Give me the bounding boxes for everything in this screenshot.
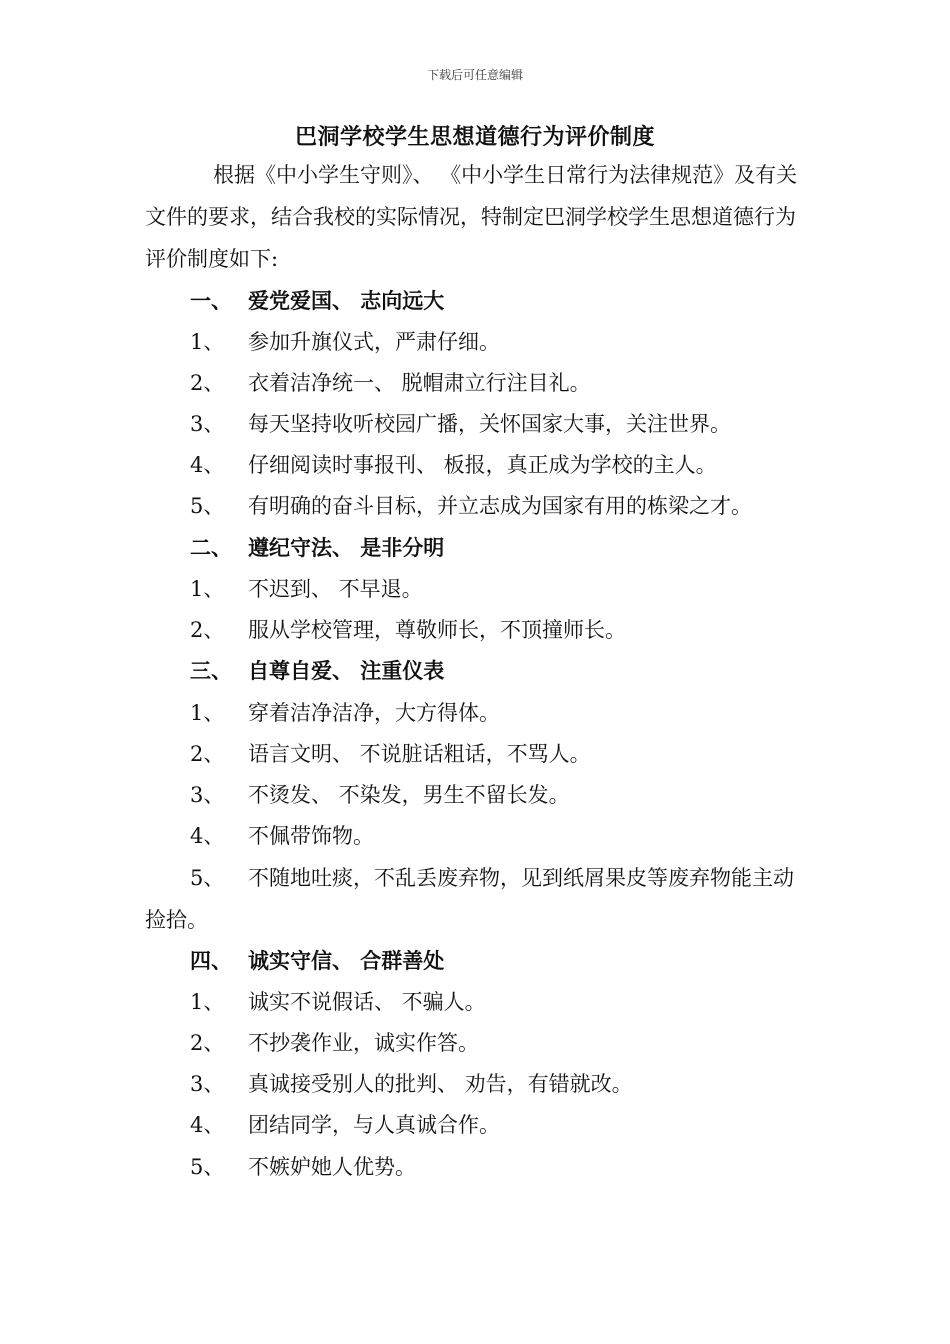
list-item bbox=[0, 815, 950, 857]
item-number: 2、 bbox=[190, 1031, 225, 1055]
item-text: 仔细阅读时事报刊、 板报，真正成为学校的主人。 bbox=[248, 453, 717, 477]
list-item bbox=[0, 444, 950, 486]
item-number: 2、 bbox=[190, 742, 225, 766]
list-item bbox=[0, 609, 950, 651]
item-number: 4、 bbox=[190, 1113, 225, 1137]
section-number: 四、 bbox=[190, 948, 232, 973]
list-item bbox=[0, 568, 950, 610]
item-text: 语言文明、 不说脏话粗话，不骂人。 bbox=[248, 742, 591, 766]
item-number: 4、 bbox=[190, 453, 225, 477]
item-text: 诚实不说假话、 不骗人。 bbox=[248, 990, 486, 1014]
list-item bbox=[0, 981, 950, 1023]
item-number: 1、 bbox=[190, 577, 225, 601]
item-text: 真诚接受别人的批判、 劝告，有错就改。 bbox=[248, 1072, 633, 1096]
section-title: 诚实守信、 合群善处 bbox=[248, 948, 445, 973]
section-heading-4 bbox=[0, 940, 950, 982]
section-number: 二、 bbox=[190, 535, 232, 560]
section-heading-2 bbox=[0, 527, 950, 569]
list-item-wrapped bbox=[145, 857, 810, 941]
item-number: 3、 bbox=[190, 783, 225, 807]
list-item bbox=[0, 1104, 950, 1146]
section-title: 自尊自爱、 注重仪表 bbox=[248, 658, 445, 683]
document-title: 巴洞学校学生思想道德行为评价制度 bbox=[294, 124, 655, 150]
item-text: 有明确的奋斗目标，并立志成为国家有用的栋梁之才。 bbox=[248, 494, 752, 518]
item-number: 2、 bbox=[190, 618, 225, 642]
item-text: 参加升旗仪式，严肃仔细。 bbox=[248, 330, 500, 354]
item-text: 团结同学，与人真诚合作。 bbox=[248, 1113, 500, 1137]
item-text: 服从学校管理，尊敬师长，不顶撞师长。 bbox=[248, 618, 626, 642]
item-number: 1、 bbox=[190, 330, 225, 354]
intro-paragraph: 根据《中小学生守则》、 《中小学生日常行为法律规范》及有关文件的要求，结合我校的实际情况，特制定巴洞学校学生思想道德行为评价制度如下: bbox=[145, 163, 798, 271]
section-heading-1 bbox=[0, 280, 950, 322]
section-heading-3 bbox=[0, 650, 950, 692]
item-number: 5、 bbox=[190, 1155, 225, 1179]
list-item bbox=[0, 485, 950, 527]
section-title: 遵纪守法、 是非分明 bbox=[248, 535, 445, 560]
item-number: 5、 bbox=[190, 866, 225, 890]
item-number: 1、 bbox=[190, 990, 225, 1014]
item-text: 每天坚持收听校园广播，关怀国家大事，关注世界。 bbox=[248, 412, 731, 436]
item-number: 1、 bbox=[190, 701, 225, 725]
item-number: 5、 bbox=[190, 494, 225, 518]
item-text: 不佩带饰物。 bbox=[248, 824, 374, 848]
list-item bbox=[0, 362, 950, 404]
item-text: 衣着洁净统一、 脱帽肃立行注目礼。 bbox=[248, 371, 591, 395]
item-number: 3、 bbox=[190, 412, 225, 436]
item-number: 3、 bbox=[190, 1072, 225, 1096]
list-item bbox=[0, 403, 950, 445]
item-text: 不嫉妒她人优势。 bbox=[248, 1155, 416, 1179]
item-text: 穿着洁净洁净，大方得体。 bbox=[248, 701, 500, 725]
list-item bbox=[0, 1022, 950, 1064]
section-title: 爱党爱国、 志向远大 bbox=[248, 288, 445, 313]
item-text: 不抄袭作业，诚实作答。 bbox=[248, 1031, 479, 1055]
list-item bbox=[0, 692, 950, 734]
item-text: 不迟到、 不早退。 bbox=[248, 577, 423, 601]
section-number: 三、 bbox=[190, 658, 232, 683]
list-item bbox=[0, 774, 950, 816]
list-item bbox=[0, 1063, 950, 1105]
list-item bbox=[0, 321, 950, 363]
item-number: 2、 bbox=[190, 371, 225, 395]
item-number: 4、 bbox=[190, 824, 225, 848]
list-item bbox=[0, 1146, 950, 1188]
section-number: 一、 bbox=[190, 288, 232, 313]
item-text: 不随地吐痰，不乱丢废弃物，见到纸屑果皮等废弃物能主动捡拾。 bbox=[145, 866, 794, 932]
header-note: 下载后可任意编辑 bbox=[426, 68, 523, 82]
list-item bbox=[0, 733, 950, 775]
item-text: 不烫发、 不染发，男生不留长发。 bbox=[248, 783, 570, 807]
